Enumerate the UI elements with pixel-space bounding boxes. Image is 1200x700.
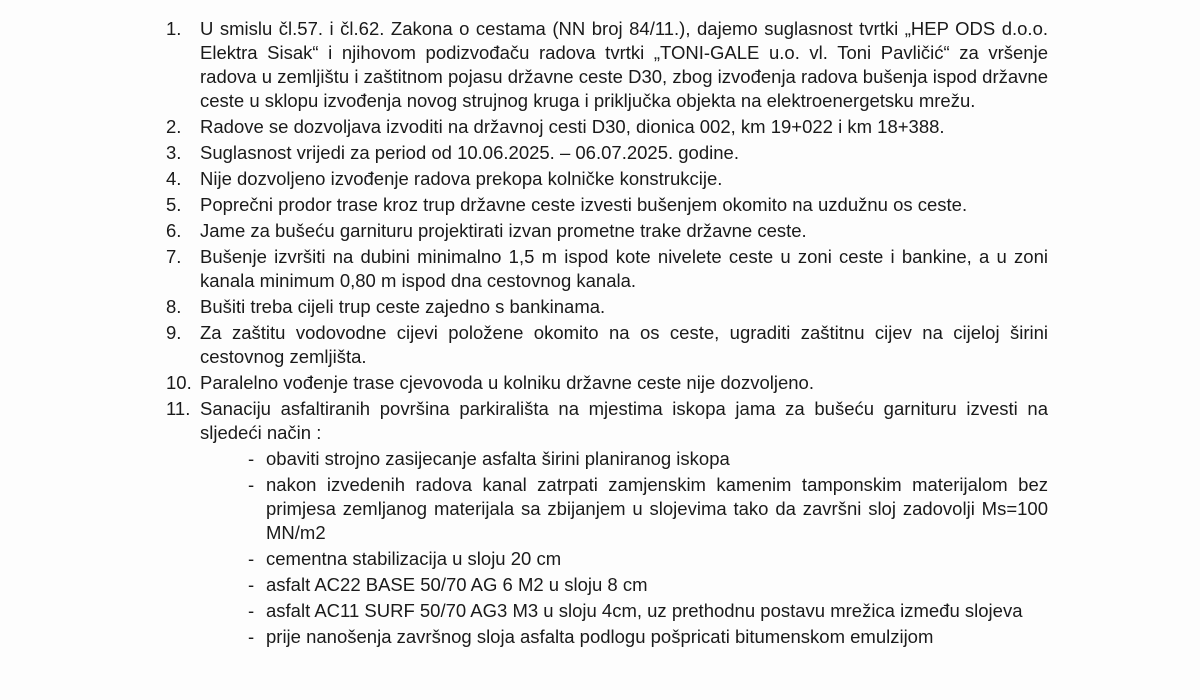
sub-item-text: obaviti strojno zasijecanje asfalta širini planiranog iskopa [266,448,730,469]
list-item [166,371,1048,395]
list-item [166,141,1048,165]
item-number: 3. [166,142,182,163]
item-text: Sanaciju asfaltiranih površina parkirališta na mjestima iskopa jama za bušeću garnituru izvesti na sljedeći način : [200,398,1048,443]
item-text: Paralelno vođenje trase cjevovoda u kolniku državne ceste nije dozvoljeno. [200,372,814,393]
sub-item-text: asfalt AC11 SURF 50/70 AG3 M3 u sloju 4cm, uz prethodnu postavu mrežica između slojeva [266,600,1023,621]
item-number: 11. [166,398,191,419]
item-number: 10. [166,372,192,393]
sub-item-text: nakon izvedenih radova kanal zatrpati zamjenskim kamenim tamponskim materijalom bez primjesa zemljanog materijala sa zbijanjem u slojevima tako da završni sloj zadovolji Ms=100 MN/m2 [266,474,1048,543]
item-text: Nije dozvoljeno izvođenje radova prekopa kolničke konstrukcije. [200,168,723,189]
dash-bullet: - [248,574,255,595]
sub-list-item [200,473,1048,545]
item-text: Poprečni prodor trase kroz trup državne ceste izvesti bušenjem okomito na uzdužnu os ceste. [200,194,968,215]
item-text: Bušiti treba cijeli trup ceste zajedno s bankinama. [200,296,606,317]
item-number: 6. [166,220,182,241]
item-number: 1. [166,18,182,39]
sub-list [200,447,1048,649]
item-body [200,397,1048,651]
sub-item-text: asfalt AC22 BASE 50/70 AG 6 M2 u sloju 8 cm [266,574,648,595]
sub-list-item [200,599,1048,623]
list-item [166,321,1048,369]
item-number: 8. [166,296,182,317]
dash-bullet: - [248,474,255,495]
item-text: Suglasnost vrijedi za period od 10.06.2025. – 06.07.2025. godine. [200,142,739,163]
item-number: 9. [166,322,182,343]
item-text: Jame za bušeću garnituru projektirati izvan prometne trake državne ceste. [200,220,807,241]
list-item [166,295,1048,319]
item-text: Bušenje izvršiti na dubini minimalno 1,5 m ispod kote nivelete ceste u zoni ceste i bankine, a u zoni kanala minimum 0,80 m ispod dna cestovnog kanala. [200,246,1048,291]
sub-list-item [200,547,1048,571]
list-item [166,17,1048,113]
dash-bullet: - [248,548,255,569]
list-item [166,245,1048,293]
sub-list-item [200,625,1048,649]
list-item [166,219,1048,243]
dash-bullet: - [248,626,255,647]
list-item [166,397,1048,651]
item-number: 5. [166,194,182,215]
list-item [166,115,1048,139]
item-text: U smislu čl.57. i čl.62. Zakona o cestama (NN broj 84/11.), dajemo suglasnost tvrtki „HEP ODS d.o.o. Elektra Sisak“ i njihovom podizvođaču radova tvrtki „TONI-GALE u.o. vl. Toni Pavličić“ za vršenje radova u zemljištu i zaštitnom pojasu državne ceste D30, zbog izvođenja radova bušenja ispod državne ceste u sklopu izvođenja novog strujnog kruga i priključka objekta na elektroenergetsku mrežu. [200,18,1048,111]
sub-list-item [200,573,1048,597]
item-number: 7. [166,246,182,267]
list-item [166,193,1048,217]
dash-bullet: - [248,448,255,469]
sub-item-text: cementna stabilizacija u sloju 20 cm [266,548,562,569]
sub-item-text: prije nanošenja završnog sloja asfalta podlogu pošpricati bitumenskom emulzijom [266,626,934,647]
conditions-list [166,17,1048,653]
sub-list-item [200,447,1048,471]
item-text: Za zaštitu vodovodne cijevi položene okomito na os ceste, ugraditi zaštitnu cijev na cijeloj širini cestovnog zemljišta. [200,322,1048,367]
item-text: Radove se dozvoljava izvoditi na državnoj cesti D30, dionica 002, km 19+022 i km 18+388. [200,116,945,137]
item-number: 4. [166,168,182,189]
dash-bullet: - [248,600,255,621]
list-item [166,167,1048,191]
item-number: 2. [166,116,182,137]
